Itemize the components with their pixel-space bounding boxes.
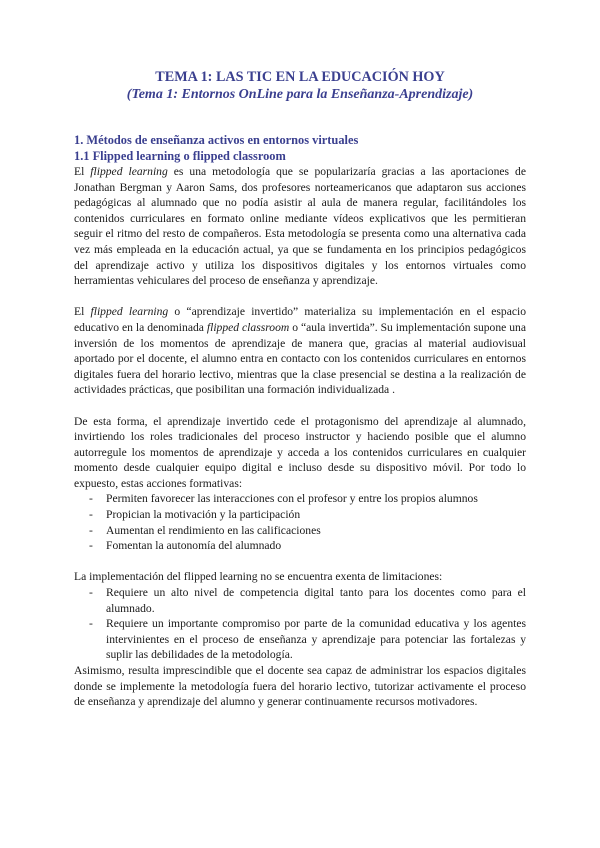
subsection-heading: 1.1 Flipped learning o flipped classroom [74, 149, 286, 163]
paragraph-4: La implementación del flipped learning no se encuentra exenta de limitaciones: [74, 570, 443, 584]
list-item: - Requiere un alto nivel de competencia digital tanto para los docentes como para el alumnado. [89, 586, 526, 615]
list-item: - Aumentan el rendimiento en las calificaciones [89, 523, 321, 537]
list-item: - Propician la motivación y la participación [89, 508, 301, 522]
paragraph-1: El flipped learning es una metodología que se popularizaría gracias a las aportaciones de Jonathan Bergman y Aaron Sams, dos profesores norteamericanos que adaptaron sus acciones pedagógicas al alumnado que no podía asistir al aula de manera regular, facilitándoles los contenidos curriculares en formato online mediante vídeos explicativos que les permitieran seguir el ritmo del resto de compañeros. Esta metodología se presenta como una alternativa cada vez más empleada en la educación actual, ya que se fundamenta en los principios pedagógicos del aprendizaje activo y utiliza los dispositivos digitales y los entornos virtuales como herramientas vehiculares del proceso de enseñanza y aprendizaje. [74, 165, 526, 288]
limitations-list [74, 585, 526, 663]
document-subtitle: (Tema 1: Entornos OnLine para la Enseñanza-Aprendizaje) [126, 87, 474, 102]
list-item: - Fomentan la autonomía del alumnado [89, 539, 282, 553]
benefits-list [74, 491, 526, 553]
document-page [74, 68, 526, 710]
document-title: TEMA 1: LAS TIC EN LA EDUCACIÓN HOY [155, 69, 445, 85]
list-item: - Permiten favorecer las interacciones con el profesor y entre los propios alumnos [89, 492, 478, 506]
list-item: - Requiere un importante compromiso por parte de la comunidad educativa y los agentes intervinientes en el proceso de enseñanza y aprendizaje para potenciar las fortalezas y suplir las debilidades de la metodología. [89, 617, 526, 662]
section-heading: 1. Métodos de enseñanza activos en entornos virtuales [74, 133, 359, 147]
paragraph-5: Asimismo, resulta imprescindible que el docente sea capaz de administrar los espacios digitales donde se implemente la metodología fuera del horario lectivo, tutorizar activamente el proceso de enseñanza y aprendizaje del alumno y generar continuamente recursos motivadores. [74, 664, 526, 709]
paragraph-3: De esta forma, el aprendizaje invertido cede el protagonismo del aprendizaje al alumnado, invirtiendo los roles tradicionales del proceso instructor y haciendo posible que el alumno autorregule los momentos de aprendizaje y acceda a los contenidos curriculares en cualquier momento desde cualquier equipo digital e incluso desde su dispositivo móvil. Por todo lo expuesto, estas acciones formativas: [74, 414, 526, 490]
paragraph-2: El flipped learning o “aprendizaje invertido” materializa su implementación en el espacio educativo en la denominada flipped classroom o “aula invertida”. Su implementación supone una inversión de los momentos de aprendizaje de manera que, gracias al material audiovisual aportado por el docente, el alumno entra en contacto con los contenidos curriculares en entornos digitales fuera del horario lectivo, mientras que la clase presencial se destina a la realización de actividades prácticas, que posibilitan una formación individualizada . [74, 305, 527, 397]
